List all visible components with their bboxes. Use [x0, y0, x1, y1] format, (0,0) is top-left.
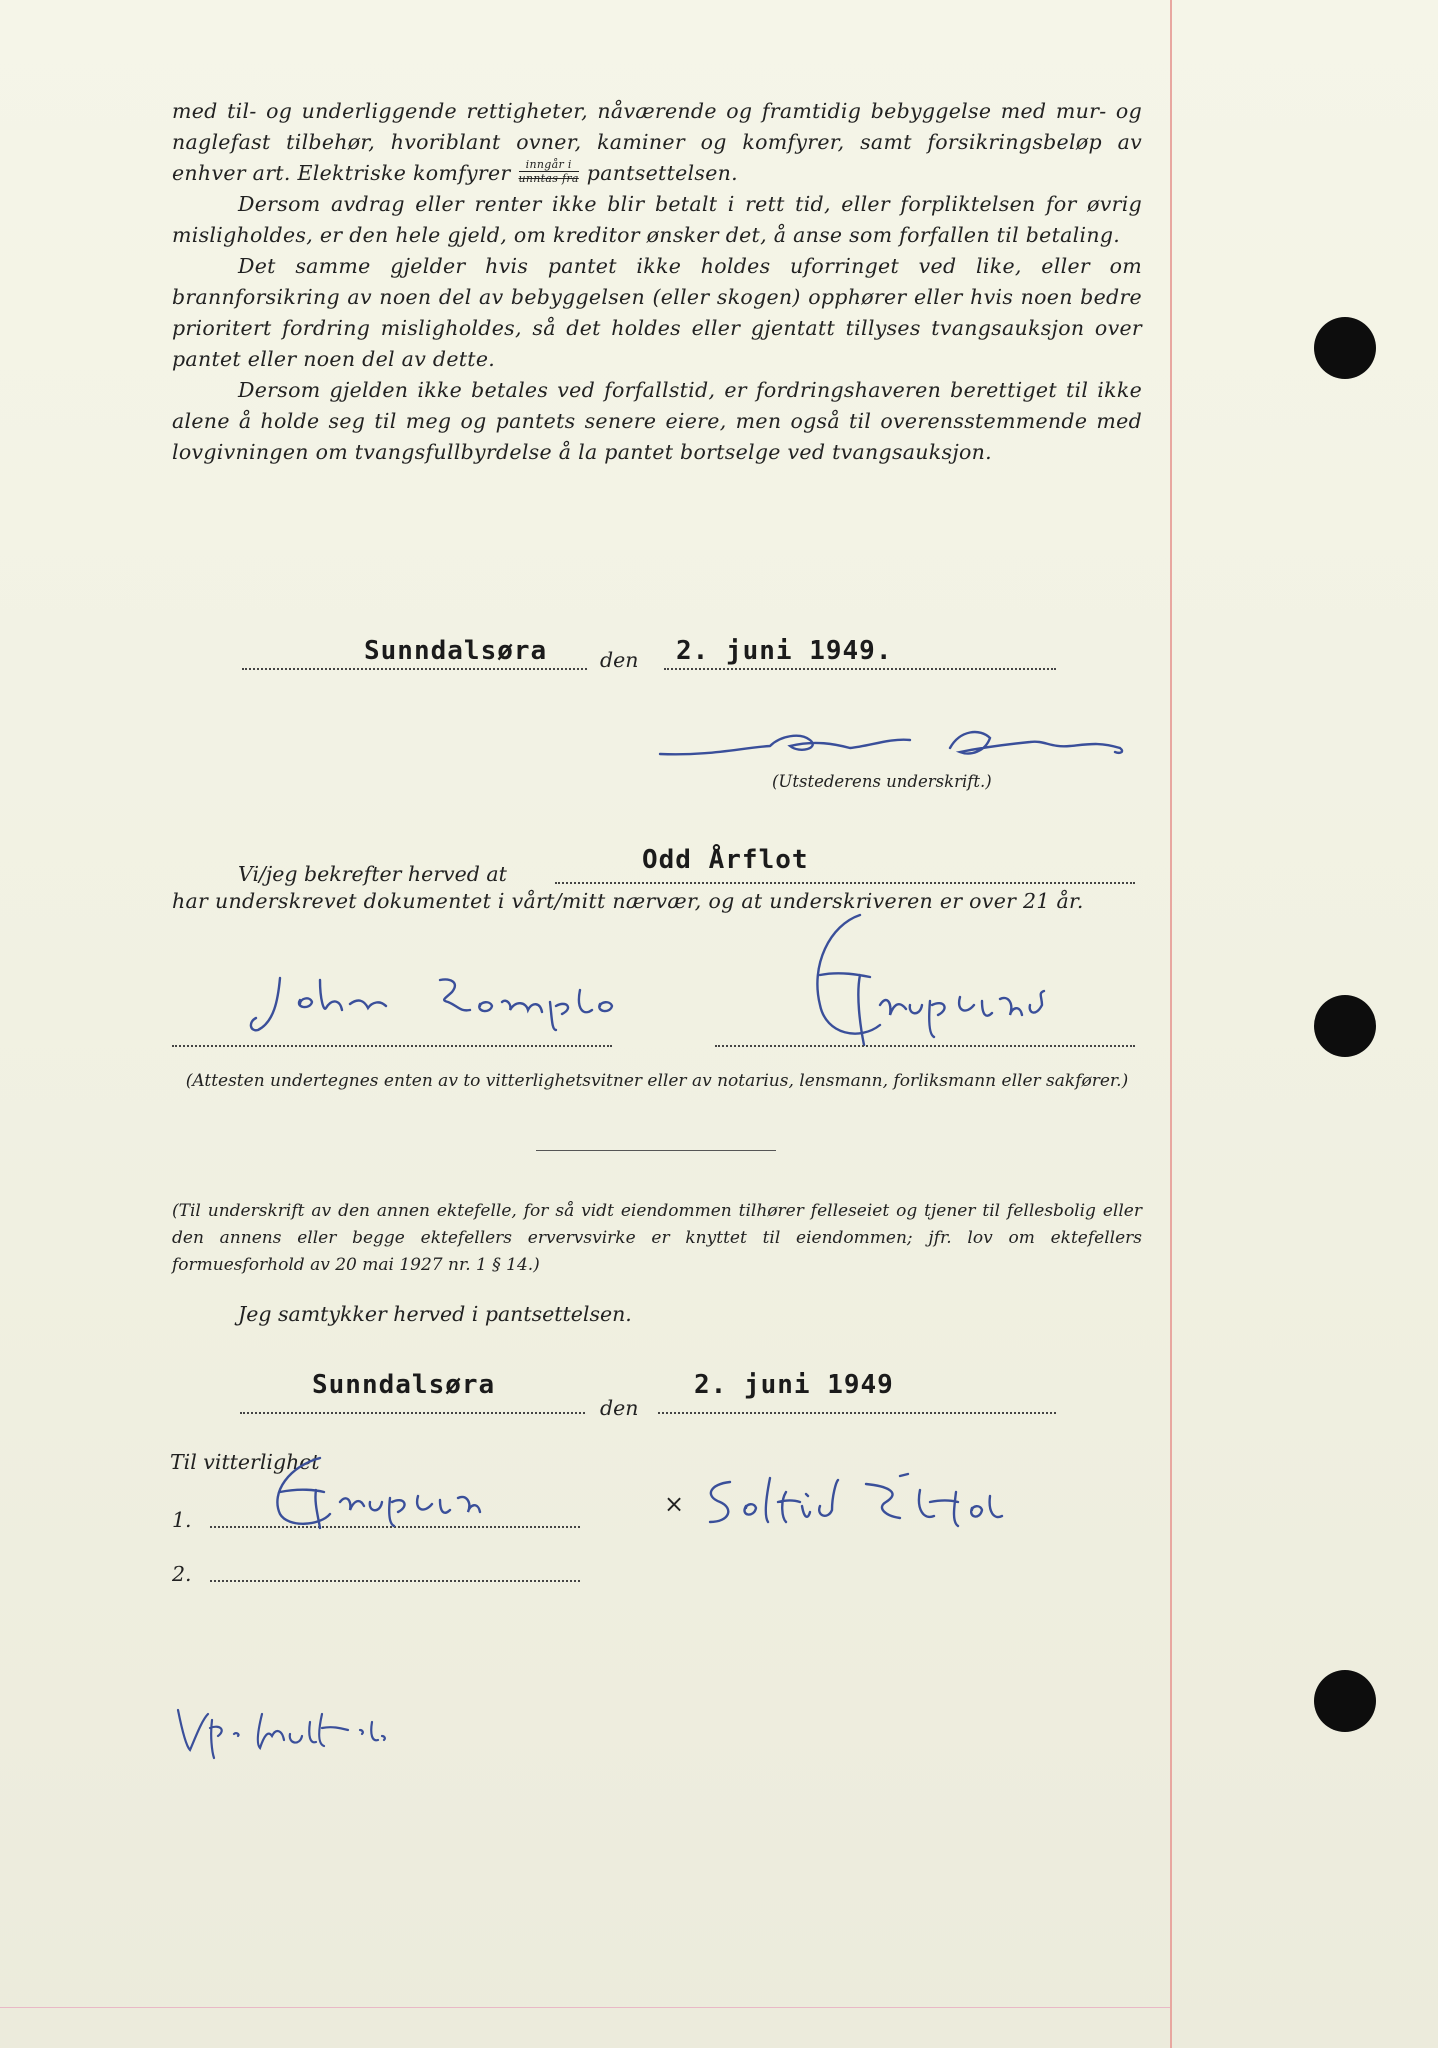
- spouse-signature: [690, 1472, 1140, 1532]
- place-dotted-line: [242, 668, 587, 670]
- paragraph-1: med til- og underliggende rettigheter, nåværende og framtidig bebyggelse med mur- og naglefast tilbehør, hvoriblant ovner, kaminer og komfyrer, samt forsikringsbeløp av enhver art. Elektriske komfyrer $\frac{\text{inngår i}}{\text{unntas fra}}$ pantsettelsen.: [172, 99, 1142, 185]
- separator-rule: [536, 1150, 776, 1151]
- den-label-2: den: [600, 1396, 639, 1420]
- paragraph-4: Dersom gjelden ikke betales ved forfallstid, er fordringshaveren berettiget til ikke alene å holde seg til meg og pantets senere eiere, men også til overensstemmende med lovgivningen om tvangsfullbyrdelse å la pantet bortselge ved tvangsauksjon.: [172, 378, 1142, 464]
- issuer-caption: (Utstederens underskrift.): [772, 772, 992, 791]
- red-margin-line: [1170, 0, 1172, 2048]
- place-2-dotted-line: [240, 1412, 585, 1414]
- witness-2-dotted-line: [715, 1045, 1135, 1047]
- confirm-prefix: Vi/jeg bekrefter herved at: [238, 862, 507, 886]
- witness-signature-3: [260, 1452, 580, 1532]
- attest-note: (Attesten undertegnes enten av to vitterlighetsvitner eller av notarius, lensmann, forliksmann eller sakfører.): [185, 1071, 1129, 1091]
- date-1: 2. juni 1949.: [676, 636, 893, 666]
- place-1: Sunndalsøra: [364, 636, 548, 666]
- place-2: Sunndalsøra: [312, 1370, 496, 1400]
- witness-1-dotted-line: [172, 1045, 612, 1047]
- fraction-note: $\frac{\text{inngår i}}{\text{unntas fra}}$: [518, 158, 579, 185]
- witness-signature-2: [760, 905, 1090, 1055]
- paragraph-3: Det samme gjelder hvis pantet ikke holdes uforringet ved like, eller om brannforsikring av noen del av bebyggelsen (eller skogen) opphører eller hvis noen bedre prioritert fordring misligholdes, så det holdes eller gjentatt tillyses tvangsauksjon over pantet eller noen del av dette.: [172, 254, 1142, 371]
- punch-hole-icon: [1314, 1670, 1376, 1732]
- date-2: 2. juni 1949: [694, 1370, 894, 1400]
- paragraph-2: Dersom avdrag eller renter ikke blir betalt i rett tid, eller forpliktelsen for øvrig misligholdes, er den hele gjeld, om kreditor ønsker det, å anse som forfallen til betaling.: [172, 192, 1142, 247]
- witness-number-2: 2.: [172, 1562, 192, 1586]
- bottom-margin-line: [0, 2007, 1170, 2008]
- witness-line-2: [210, 1580, 580, 1582]
- x-mark: ×: [664, 1490, 685, 1518]
- confirm-dotted-line: [555, 882, 1135, 884]
- witness-label: Til vitterlighet: [170, 1450, 320, 1474]
- spouse-note: (Til underskrift av den annen ektefelle, for så vidt eiendommen tilhører felleseiet og tjener til fellesbolig eller den annens eller begge ektefellers ervervsvirke er knyttet til eiendommen; jfr. lov om ektefellers formuesforhold av 20 mai 1927 nr. 1 § 14.): [172, 1201, 1142, 1275]
- consent-text: Jeg samtykker herved i pantsettelsen.: [238, 1302, 632, 1326]
- witness-number-1: 1.: [172, 1508, 192, 1532]
- terms-text: [172, 96, 1142, 468]
- den-label: den: [600, 648, 639, 672]
- issuer-signature: [650, 718, 1140, 768]
- confirm-line2: har underskrevet dokumentet i vårt/mitt nærvær, og at underskriveren er over 21 år.: [172, 889, 1084, 913]
- annotation-scribble: [172, 1700, 452, 1760]
- date-dotted-line: [664, 668, 1056, 670]
- punch-hole-icon: [1314, 995, 1376, 1057]
- confirm-name: Odd Årflot: [642, 845, 809, 875]
- date-2-dotted-line: [658, 1412, 1056, 1414]
- witness-signature-1: [240, 960, 660, 1040]
- punch-hole-icon: [1314, 317, 1376, 379]
